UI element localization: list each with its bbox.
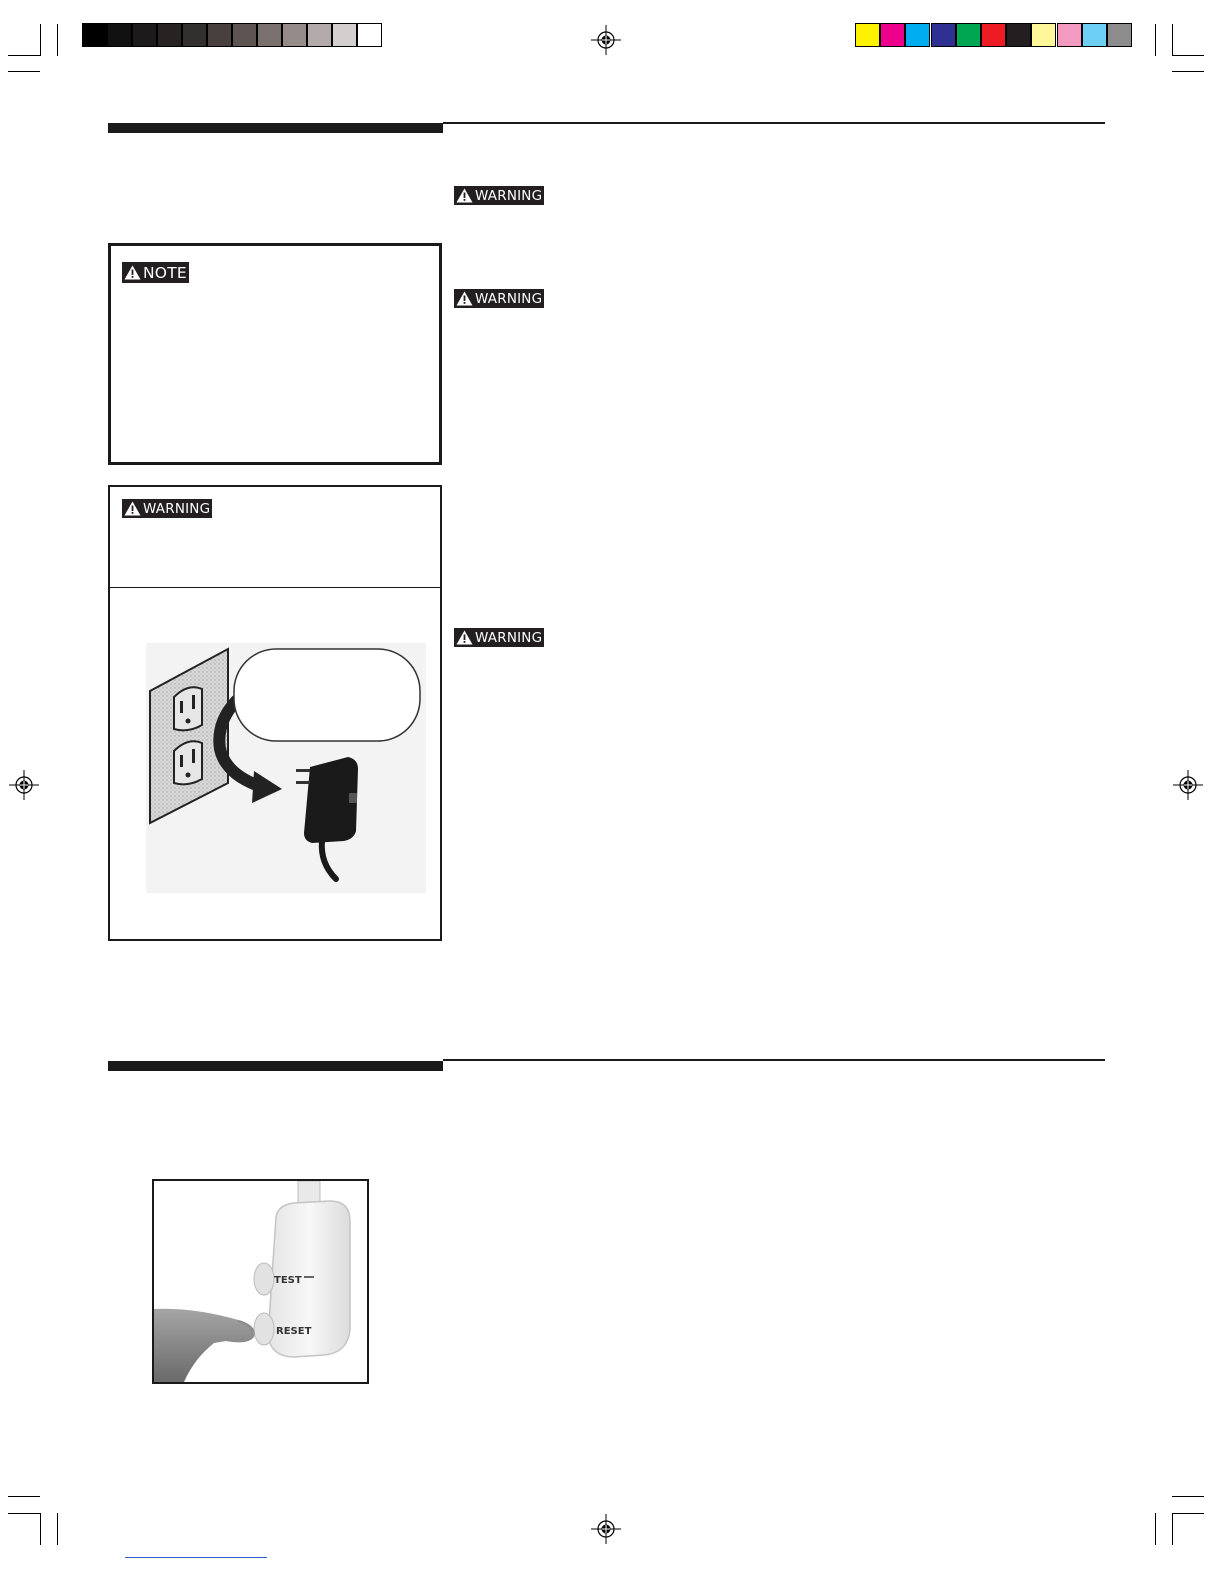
crop-mark [1155,1513,1156,1545]
outlet-and-plug-illustration [146,643,426,893]
warning-triangle-icon [456,188,473,203]
grayscale-swatch [107,23,132,47]
link-underline [125,1557,267,1558]
warning-box-divider [110,587,440,588]
crop-mark [1172,55,1204,56]
warning-badge-label: WARNING [143,500,211,517]
grayscale-swatch [232,23,257,47]
warning-badge [454,628,544,647]
crop-mark [57,24,58,56]
crop-mark [1172,1513,1173,1545]
warning-badge [454,289,544,308]
warning-badge-label: WARNING [475,290,543,307]
reset-button-label: RESET [276,1326,312,1337]
callout-bubble [234,649,420,741]
crop-mark [8,1496,40,1497]
grayscale-swatch [332,23,357,47]
gfci-test-reset-photo [152,1179,369,1384]
grayscale-swatch [257,23,282,47]
warning-triangle-icon [456,291,473,306]
crop-mark [8,55,40,56]
warning-triangle-icon [124,265,141,280]
crop-mark [40,1513,41,1545]
grayscale-swatch [282,23,307,47]
color-swatch [1006,23,1031,47]
warning-badge-label: WARNING [475,187,543,204]
note-badge [122,262,189,283]
crop-mark [57,1513,58,1545]
color-swatch [1057,23,1082,47]
grayscale-swatch [157,23,182,47]
crop-mark [8,71,40,72]
crop-mark [1172,1513,1204,1514]
registration-mark-icon [9,770,39,800]
crop-mark [40,24,41,56]
grayscale-swatch [182,23,207,47]
note-box [108,243,442,465]
grayscale-swatch [82,23,107,47]
grayscale-swatch [207,23,232,47]
warning-badge [454,186,544,205]
grayscale-swatch [307,23,332,47]
color-swatch [905,23,930,47]
note-badge-label: NOTE [143,263,187,282]
color-swatch [981,23,1006,47]
section-rule-thick [108,1061,443,1071]
section-rule-thin [443,1059,1105,1061]
registration-mark-icon [591,25,621,55]
registration-mark-icon [591,1514,621,1544]
color-swatch [1031,23,1056,47]
color-swatch [931,23,956,47]
color-swatch [1107,23,1132,47]
crop-mark [1155,24,1156,56]
warning-badge-label: WARNING [475,629,543,646]
warning-box [108,485,442,941]
warning-triangle-icon [124,501,141,516]
color-swatch [1082,23,1107,47]
crop-mark [8,1513,40,1514]
crop-mark [1172,1496,1204,1497]
color-swatch [855,23,880,47]
warning-triangle-icon [456,630,473,645]
test-button-label: TEST [274,1275,302,1286]
grayscale-swatch [132,23,157,47]
crop-mark [1172,24,1173,56]
crop-mark [1172,71,1204,72]
section-rule-thin [443,122,1105,124]
color-swatch [956,23,981,47]
registration-mark-icon [1173,770,1203,800]
warning-badge [122,499,212,518]
grayscale-swatch [357,23,382,47]
color-swatch [880,23,905,47]
section-rule-thick [108,123,443,133]
